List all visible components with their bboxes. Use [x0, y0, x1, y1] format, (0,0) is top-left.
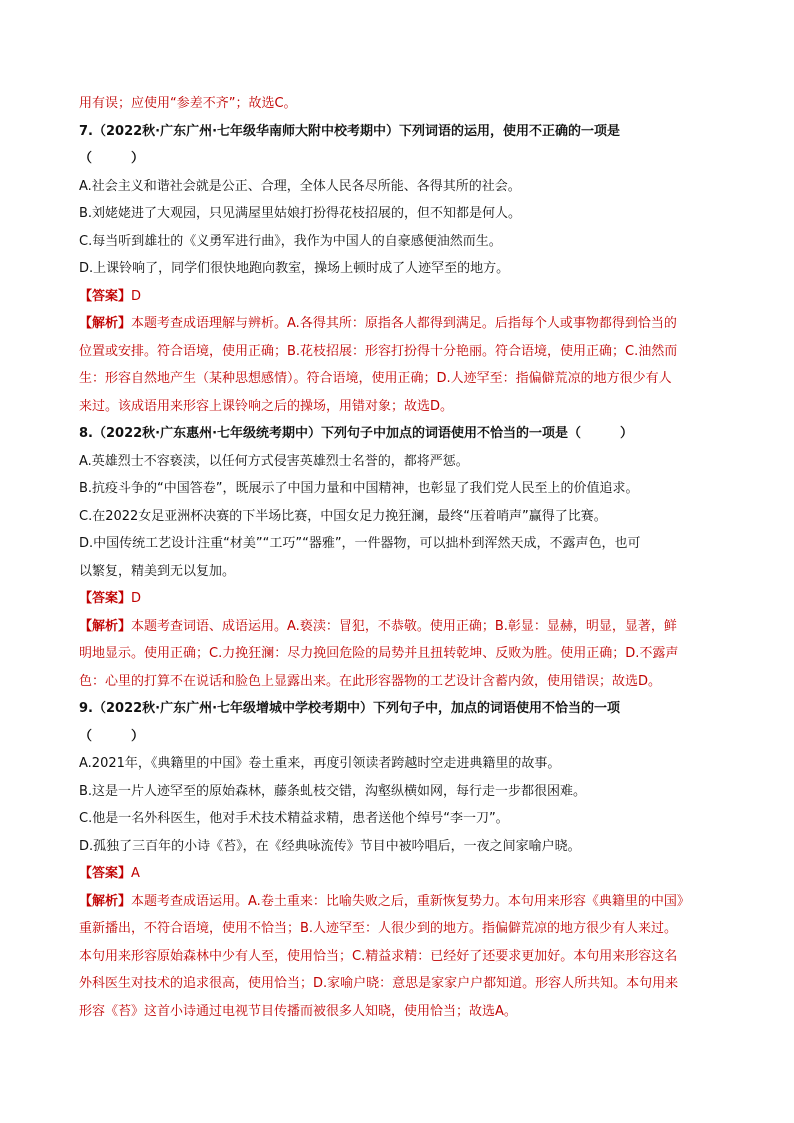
explanation-line: 明地显示。使用正确；C.力挽狂澜：尽力挽回危险的局势并且扭转乾坤、反败为胜。使用正确；D.不露声	[79, 646, 679, 661]
explanation-line: 本题考查成语运用。A.卷土重来：比喻失败之后，重新恢复势力。本句用来形容《典籍里的中国》	[131, 893, 690, 909]
question-9-option-d: D.孤独了三百年的小诗《苔》，在《经典咏流传》节目中被吟唱后，一夜之间家喻户晓。	[79, 838, 581, 854]
question-9-option-b: B.这是一片人迹罕至的原始森林，藤条虬枝交错，沟壑纵横如网，每行走一步都很困难。	[79, 783, 587, 799]
explanation-label: 【解析】	[79, 618, 132, 634]
answer-label: 【答案】	[79, 866, 132, 881]
answer-value: A	[131, 866, 140, 881]
question-7-explanation	[79, 310, 719, 420]
question-7-answer	[79, 283, 719, 311]
explanation-line: 本句用来形容原始森林中少有人至，使用恰当；C.精益求精：已经好了还要求更加好。本句用来形容这名	[79, 948, 678, 964]
answer-label: 【答案】	[79, 288, 132, 304]
question-9-answer	[79, 860, 719, 888]
explanation-line: 本题考查成语理解与辨析。A.各得其所：原指各人都得到满足。后指每个人或事物都得到恰当的	[131, 316, 677, 331]
question-8-answer	[79, 585, 719, 613]
explanation-line: 本题考查词语、成语运用。A.亵渎：冒犯，不恭敬。使用正确；B.彰显：显赫，明显，显著，鲜	[131, 618, 677, 634]
question-7-option-b: B.刘姥姥进了大观园，只见满屋里姑娘打扮得花枝招展的，但不知都是何人。	[79, 206, 522, 221]
answer-value: D	[131, 288, 142, 304]
question-7-stem: 7.（2022秋·广东广州·七年级华南师大附中校考期中）下列词语的运用，使用不正确的一项是	[79, 123, 621, 139]
question-9-stem: 9.（2022秋·广东广州·七年级增城中学校考期中）下列句子中，加点的词语使用不恰当的一项	[79, 701, 621, 716]
question-9-option-a: A.2021年，《典籍里的中国》卷土重来，再度引领读者跨越时空走进典籍里的故事。	[79, 756, 561, 771]
explanation-line: 外科医生对技术的追求很高，使用恰当；D.家喻户晓：意思是家家户户都知道。形容人所共知。本句用来	[79, 976, 679, 991]
explanation-label: 【解析】	[79, 893, 132, 909]
explanation-label: 【解析】	[79, 316, 132, 331]
question-8-option-d: D.中国传统工艺设计注重“材美”“工巧”“器雅”，一件器物，可以拙朴到浑然天成，不露声色，也可	[79, 536, 641, 551]
answer-label: 【答案】	[79, 591, 132, 606]
question-7-option-a: A.社会主义和谐社会就是公正、合理，全体人民各尽所能、各得其所的社会。	[79, 178, 521, 194]
question-7-option-d: D.上课铃响了，同学们很快地跑向教室，操场上顿时成了人迹罕至的地方。	[79, 261, 510, 276]
question-9	[79, 695, 719, 1025]
question-9-option-c: C.他是一名外科医生，他对手术技术精益求精，患者送他个绰号“李一刀”。	[79, 811, 509, 826]
question-8-option-a: A.英雄烈士不容亵渎，以任何方式侵害英雄烈士名誉的，都将严惩。	[79, 453, 469, 469]
question-8	[79, 420, 719, 695]
explanation-line: 重新播出，不符合语境，使用不恰当；B.人迹罕至：人很少到的地方。指偏僻荒凉的地方很少有人来过。	[79, 921, 678, 936]
explanation-line: 形容《苔》这首小诗通过电视节目传播而被很多人知晓，使用恰当；故选A。	[79, 1003, 517, 1019]
question-8-explanation	[79, 613, 719, 696]
question-8-option-d-cont: 以繁复，精美到无以复加。	[79, 563, 236, 579]
explanation-line: 来过。该成语用来形容上课铃响之后的操场，用错对象；故选D。	[79, 398, 454, 414]
explanation-line: 色：心里的打算不在说话和脸色上显露出来。在此形容器物的工艺设计含蓄内敛，使用错误；故选D。	[79, 673, 662, 689]
question-7-blank: （ ）	[79, 151, 145, 166]
question-9-blank: （ ）	[79, 728, 145, 744]
question-9-explanation	[79, 888, 719, 1026]
question-7	[79, 118, 719, 421]
document-content	[79, 90, 719, 1025]
question-8-option-b: B.抗疫斗争的“中国答卷”，既展示了中国力量和中国精神，也彰显了我们党人民至上的价值追求。	[79, 481, 639, 496]
question-8-stem: 8.（2022秋·广东惠州·七年级统考期中）下列句子中加点的词语使用不恰当的一项是（ ）	[79, 426, 634, 441]
prev-question-explanation-tail: 用有误；应使用“参差不齐”；故选C。	[79, 96, 297, 111]
answer-value: D	[131, 591, 142, 606]
question-7-option-c: C.每当听到雄壮的《义勇军进行曲》，我作为中国人的自豪感便油然而生。	[79, 233, 502, 249]
explanation-line: 生：形容自然地产生（某种思想感情）。符合语境，使用正确；D.人迹罕至：指偏僻荒凉的地方很少有人	[79, 371, 672, 386]
explanation-line: 位置或安排。符合语境，使用正确；B.花枝招展：形容打扮得十分艳丽。符合语境，使用正确；C.油然而	[79, 343, 678, 359]
question-8-option-c: C.在2022女足亚洲杯决赛的下半场比赛，中国女足力挽狂澜，最终“压着哨声”赢得了比赛。	[79, 508, 607, 524]
